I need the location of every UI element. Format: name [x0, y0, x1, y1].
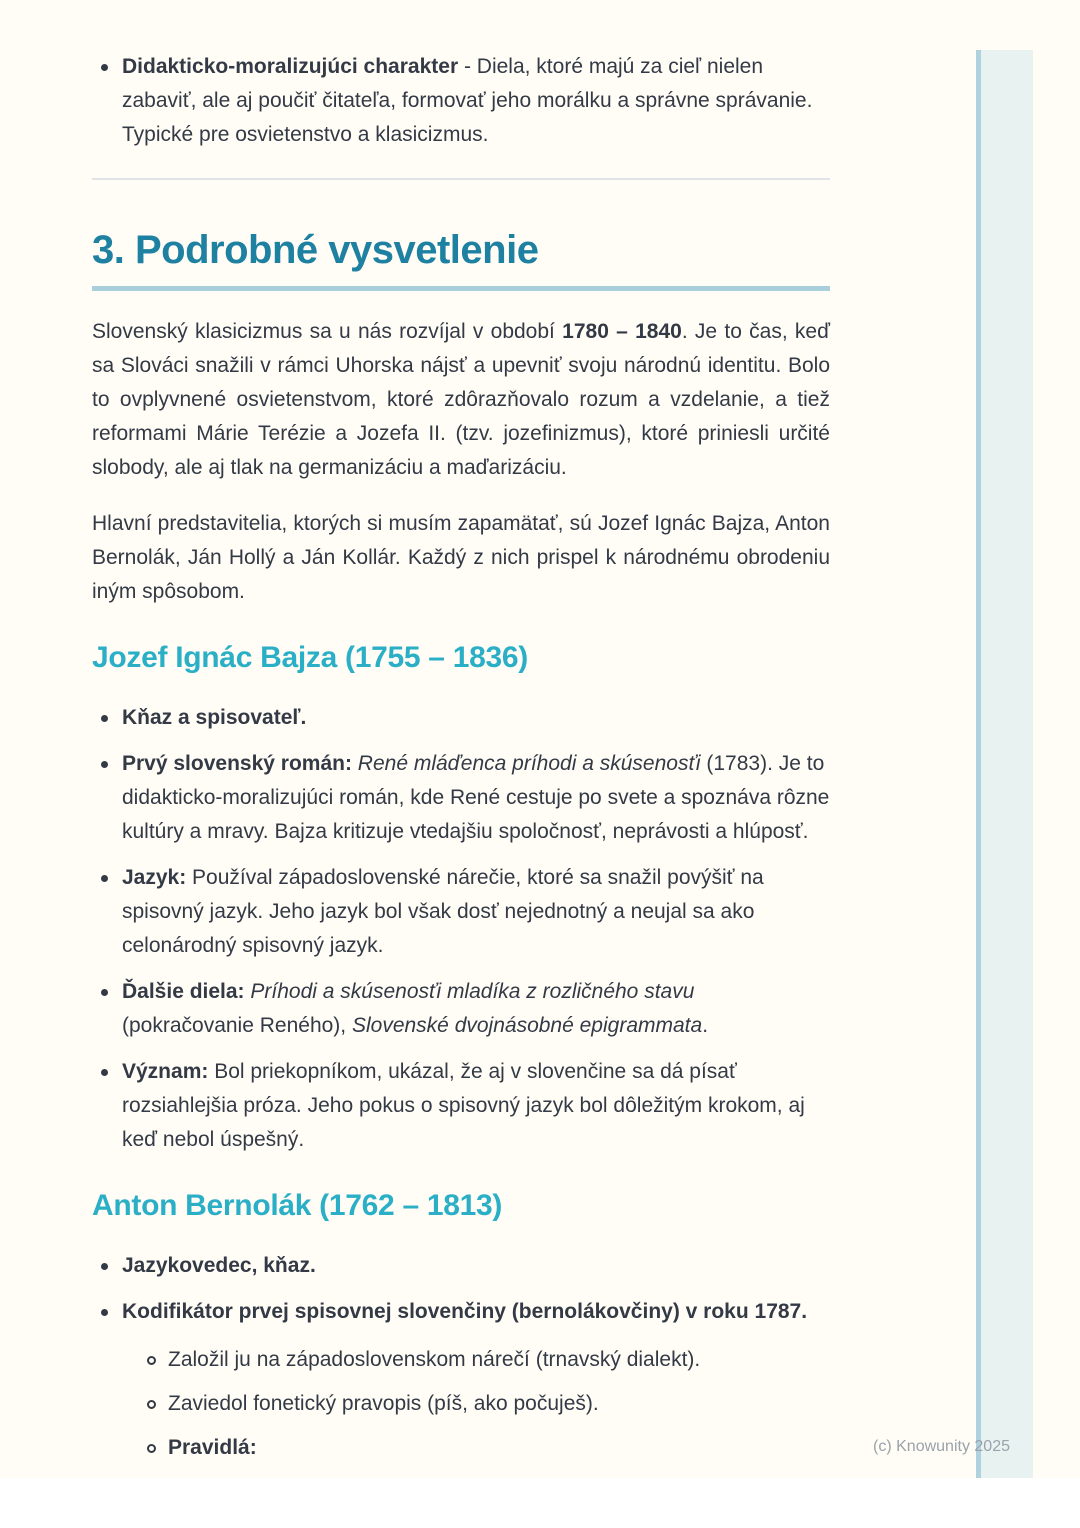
list-item: [92, 1295, 830, 1329]
list-item-text: Jazyk: Používal západoslovenské nárečie, ktoré sa snažil povýšiť na spisovný jazyk. Jeho jazyk bol však dosť nejednotný a neujal sa ako celonárodný spisovný jazyk.: [122, 866, 764, 957]
list-item: [92, 861, 830, 963]
bullet-marker: [92, 701, 122, 735]
sub-list-item: [138, 1431, 830, 1465]
list-item-text: Založil ju na západoslovenskom nárečí (trnavský dialekt).: [168, 1348, 701, 1371]
bullet-marker: [92, 975, 122, 1043]
list-item: [92, 1055, 830, 1157]
list-item: [92, 1249, 830, 1283]
list-item: [92, 747, 830, 849]
section-heading-underline: [92, 286, 830, 291]
list-item-text: Prvý slovenský román: René mláďenca príhodi a skúsenosťi (1783). Je to didakticko-moralizujúci román, kde René cestuje po svete a spoznáva rôzne kultúry a mravy. Bajza kritizuje vtedajšiu spoločnosť, neprávosti a hlúposť.: [122, 752, 830, 843]
list-item-text: Význam: Bol priekopníkom, ukázal, že aj v slovenčine sa dá písať rozsiahlejšia próza. Jeho pokus o spisovný jazyk bol dôležitým krokom, aj keď nebol úspešný.: [122, 1060, 805, 1151]
list-item-text: Ďalšie diela: Príhodi a skúsenosťi mladíka z rozličného stavu (pokračovanie Reného), Slovenské dvojnásobné epigrammata.: [122, 980, 709, 1037]
document-content: [92, 50, 830, 1475]
list-item: [92, 50, 830, 152]
page-edge-stripe-band: [981, 50, 1033, 1478]
sub-list-item: [138, 1343, 830, 1377]
page-bottom-margin: [0, 1478, 1080, 1528]
bullet-dot-icon: [101, 761, 108, 768]
paragraph: Hlavní predstavitelia, ktorých si musím zapamätať, sú Jozef Ignác Bajza, Anton Bernolák, Ján Hollý a Ján Kollár. Každý z nich prispel k národnému obrodeniu iným spôsobom.: [92, 512, 830, 603]
bullet-dot-icon: [101, 64, 108, 71]
bullet-dot-icon: [101, 875, 108, 882]
section-divider: [92, 178, 830, 180]
bullet-marker: [138, 1387, 168, 1421]
sub-list: [138, 1343, 830, 1465]
bullet-marker: [92, 1055, 122, 1157]
subsection-heading-bernolak: Anton Bernolák (1762 – 1813): [92, 1189, 503, 1222]
bullet-circle-icon: [147, 1400, 156, 1409]
bullet-dot-icon: [101, 1309, 108, 1316]
list-item: [92, 701, 830, 735]
bullet-marker: [92, 1295, 122, 1329]
watermark-credit: (c) Knowunity 2025: [873, 1438, 1010, 1455]
bullet-marker: [138, 1343, 168, 1377]
section-heading: 3. Podrobné vysvetlenie: [92, 228, 539, 272]
list-item: [92, 975, 830, 1043]
bullet-marker: [92, 861, 122, 963]
bullet-marker: [92, 1249, 122, 1283]
bullet-circle-icon: [147, 1444, 156, 1453]
bullet-circle-icon: [147, 1356, 156, 1365]
bullet-dot-icon: [101, 715, 108, 722]
list-item-text: Zaviedol fonetický pravopis (píš, ako počuješ).: [168, 1392, 599, 1415]
bullet-marker: [138, 1431, 168, 1465]
list-item-text: Jazykovedec, kňaz.: [122, 1254, 316, 1277]
list-item-text: Didakticko-moralizujúci charakter - Diela, ktoré majú za cieľ nielen zabaviť, ale aj poučiť čitateľa, formovať jeho morálku a správne správanie. Typické pre osvietenstvo a klasicizmus.: [122, 55, 813, 146]
bullet-marker: [92, 747, 122, 849]
subsection-heading-bajza: Jozef Ignác Bajza (1755 – 1836): [92, 641, 528, 674]
bullet-dot-icon: [101, 1263, 108, 1270]
paragraph: Slovenský klasicizmus sa u nás rozvíjal v období 1780 – 1840. Je to čas, keď sa Slováci snažili v rámci Uhorska nájsť a upevniť svoju národnú identitu. Bolo to ovplyvnené osvietenstvom, ktoré zdôrazňovalo rozum a vzdelanie, a tiež reformami Márie Terézie a Jozefa II. (tzv. jozefinizmus), ktoré priniesli určité slobody, ale aj tlak na germanizáciu a maďarizáciu.: [92, 320, 831, 479]
bullet-dot-icon: [101, 1069, 108, 1076]
list-item-text: Kňaz a spisovateľ.: [122, 706, 307, 729]
bullet-dot-icon: [101, 989, 108, 996]
sub-list-item: [138, 1387, 830, 1421]
bullet-marker: [92, 50, 122, 152]
list-item-text: Kodifikátor prvej spisovnej slovenčiny (bernolákovčiny) v roku 1787.: [122, 1300, 808, 1323]
list-item-text: Pravidlá:: [168, 1436, 257, 1459]
